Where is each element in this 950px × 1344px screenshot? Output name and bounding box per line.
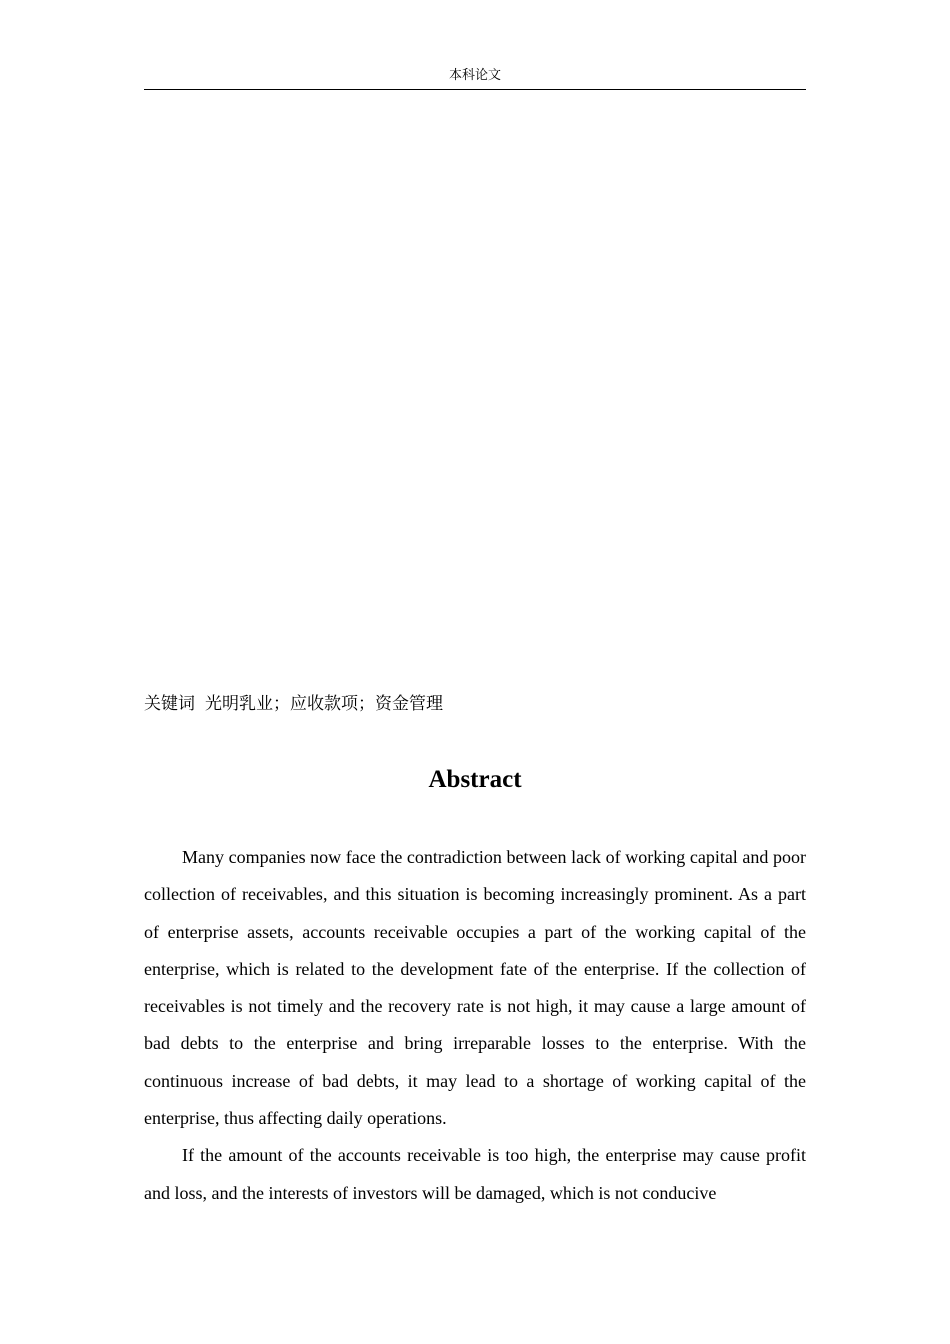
- keywords-value: 光明乳业；应收款项；资金管理: [205, 694, 443, 714]
- abstract-paragraph: If the amount of the accounts receivable is too high, the enterprise may cause profit and loss, and the interests of investors will be damaged, which is not conducive: [144, 1145, 806, 1203]
- header-title: 本科论文: [448, 68, 501, 83]
- abstract-paragraph: Many companies now face the contradiction between lack of working capital and poor collection of receivables, and this situation is becoming increasingly prominent. As a part of enterprise assets, accounts receivable occupies a part of the working capital of the enterprise, which is related to the development fate of the enterprise. If the collection of receivables is not timely and the recovery rate is not high, it may cause a large amount of bad debts to the enterprise and bring irreparable losses to the enterprise. With the continuous increase of bad debts, it may lead to a shortage of working capital of the enterprise, thus affecting daily operations.: [144, 847, 806, 1129]
- keywords-line: [144, 690, 806, 717]
- page-header: [144, 66, 806, 90]
- abstract-body: [144, 839, 806, 1212]
- abstract-heading: Abstract: [428, 766, 522, 793]
- keywords-label: 关键词: [144, 694, 195, 714]
